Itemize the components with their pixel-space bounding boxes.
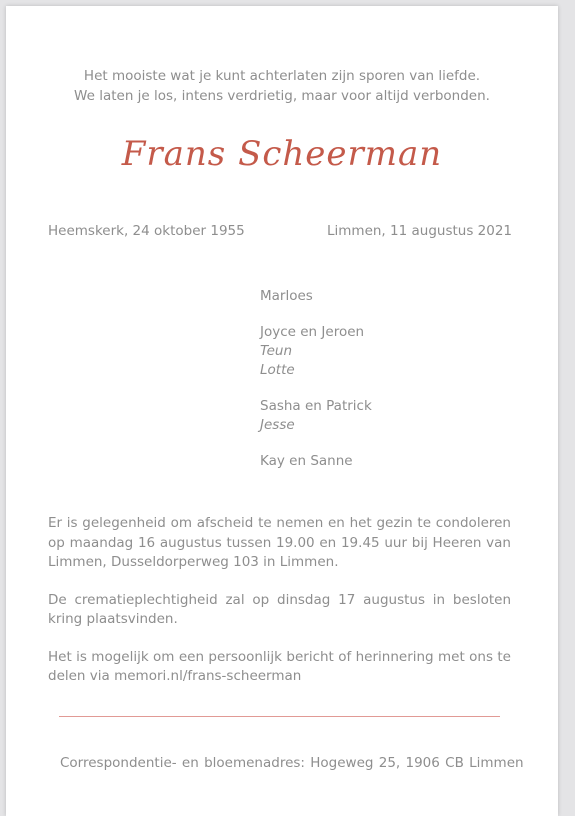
cremation-paragraph: De crematieplechtigheid zal op dinsdag 17 augustus in besloten kring plaatsvinden. xyxy=(48,591,511,627)
grandchild: Jesse xyxy=(260,417,295,433)
family-member: Sasha en Patrick xyxy=(260,398,372,414)
condolence-paragraph: Er is gelegenheid om afscheid te nemen en het gezin te condoleren op maandag 16 augustus tussen 19.00 en 19.45 uur bij Heeren van Limmen, Dusseldorperweg 103 in Limmen. xyxy=(48,515,511,570)
divider-line xyxy=(59,716,500,717)
family-list xyxy=(260,287,372,488)
family-group xyxy=(260,323,372,380)
family-group xyxy=(260,287,372,306)
quote-line-2: We laten je los, intens verdrietig, maar voor altijd verbonden. xyxy=(74,88,490,104)
family-member: Joyce en Jeroen xyxy=(260,324,365,340)
death-notice-card xyxy=(6,6,558,816)
quote xyxy=(6,66,558,106)
correspondence-address: Correspondentie- en bloemenadres: Hogeweg 25, 1906 CB Limmen xyxy=(60,755,524,771)
notice-body xyxy=(48,514,511,705)
family-member: Marloes xyxy=(260,288,313,304)
grandchild: Teun xyxy=(260,343,292,359)
deceased-name: Frans Scheerman xyxy=(121,134,443,174)
death-place-date: Limmen, 11 augustus 2021 xyxy=(327,223,513,239)
family-group xyxy=(260,452,372,471)
birth-place-date: Heemskerk, 24 oktober 1955 xyxy=(48,223,245,239)
quote-line-1: Het mooiste wat je kunt achterlaten zijn sporen van liefde. xyxy=(83,68,481,84)
family-member: Kay en Sanne xyxy=(260,453,353,469)
family-group xyxy=(260,397,372,435)
grandchild: Lotte xyxy=(260,362,295,378)
memori-paragraph: Het is mogelijk om een persoonlijk bericht of herinnering met ons te delen via memori.nl/frans-scheerman xyxy=(48,648,511,684)
